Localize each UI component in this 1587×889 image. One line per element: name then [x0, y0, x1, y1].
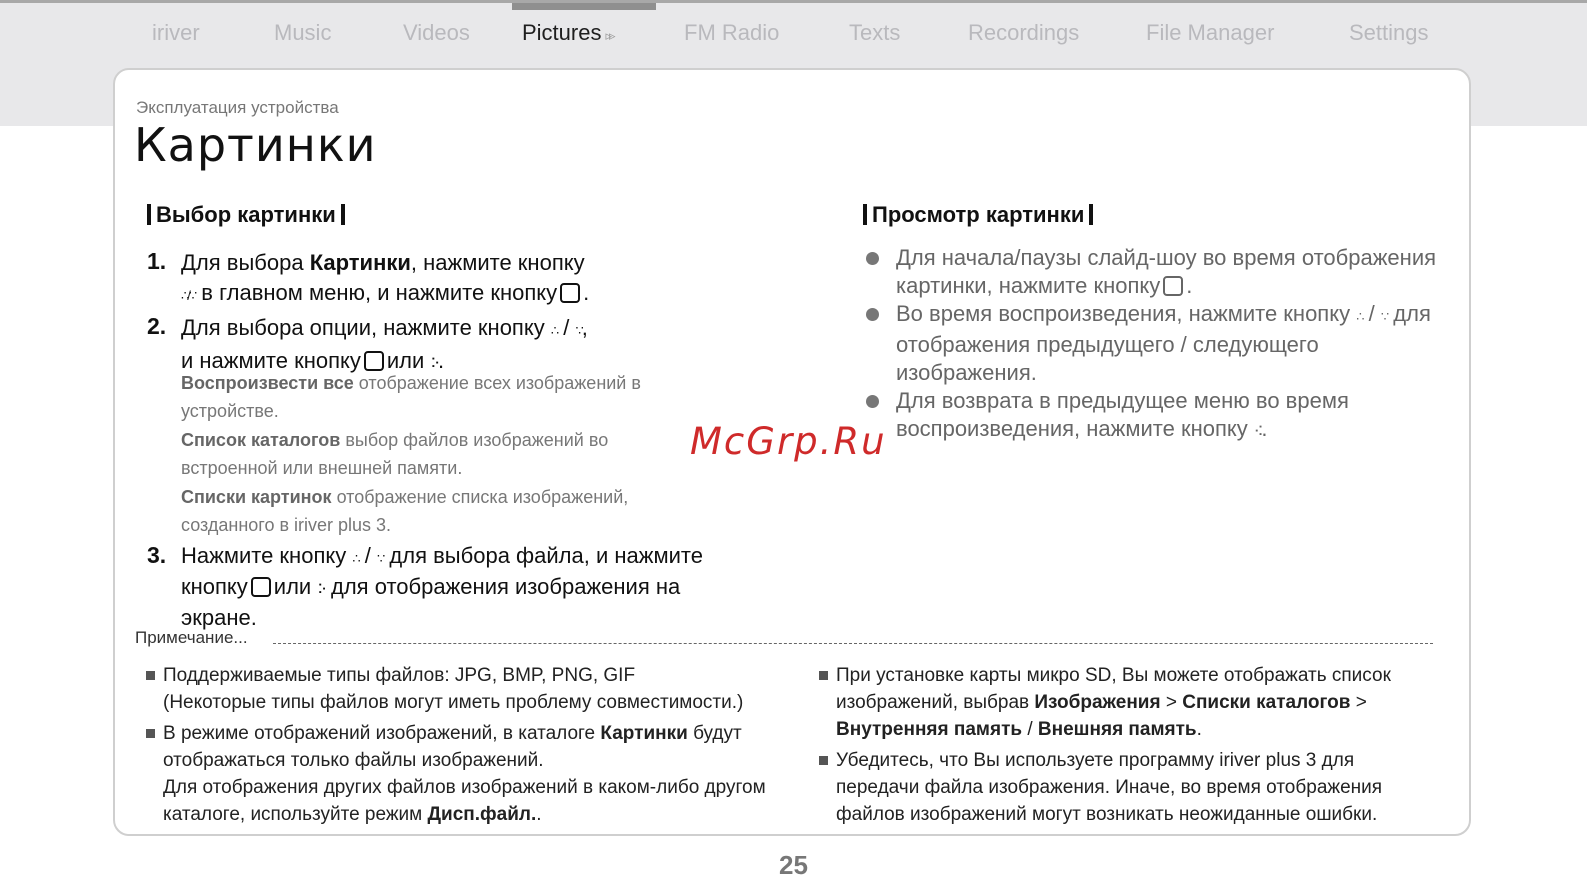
- note-right-2-a: Убедитесь, что Вы используете программу iriver plus 3 для передачи файла изображения. Иначе, во время отображения файлов изображений могут возникать неожиданные ошибки.: [836, 750, 1383, 825]
- active-tab-indicator: [512, 3, 656, 10]
- list-item: [819, 747, 1429, 828]
- option-desc: выбор файлов изображений во встроенной или внешней памяти.: [181, 430, 609, 478]
- right-icon: ⠕: [430, 356, 438, 371]
- slash-separator: /: [1368, 301, 1375, 326]
- nav-item-music[interactable]: Music: [274, 20, 332, 45]
- note-right-1-bold-3: Внутренняя память: [836, 719, 1023, 740]
- slash-separator: /: [563, 315, 570, 340]
- back-icon: ⠪: [1253, 424, 1262, 439]
- right-icon: ⠕: [317, 582, 325, 597]
- down-icon: ∵: [1380, 309, 1388, 324]
- note-bullet: [819, 671, 828, 680]
- list-item: [146, 720, 786, 828]
- nav-item-pictures[interactable]: [522, 20, 613, 46]
- step-1-text-c: , нажмите кнопку: [410, 250, 585, 275]
- list-item: [866, 387, 1456, 446]
- note-left-2-c: будут отображаться только файлы изображений.: [163, 723, 742, 771]
- list-item: [146, 662, 786, 716]
- step-3-text-d: или: [273, 574, 312, 599]
- down-icon: ∵: [377, 551, 384, 566]
- section-heading-select: [142, 202, 350, 228]
- step-2-text-a: Для выбора опции, нажмите кнопку: [181, 315, 545, 340]
- next-arrow-icon: ▹▹: [605, 28, 613, 43]
- note-bullet: [146, 729, 155, 738]
- heading-bar: [863, 204, 867, 225]
- watermark: McGrp.Ru: [690, 420, 887, 463]
- step-1-text-e: .: [583, 280, 590, 305]
- option-name: Воспроизвести все: [181, 373, 354, 393]
- list-item: [866, 300, 1456, 387]
- step-1-text-a: Для выбора: [181, 250, 310, 275]
- note-label: Примечание...: [135, 628, 248, 647]
- note-right-1-end: .: [1196, 719, 1202, 740]
- notes-left: [146, 662, 786, 832]
- step-2-text-b: ,: [581, 315, 588, 340]
- nav-item-recordings[interactable]: Recordings: [968, 20, 1080, 45]
- nav-item-texts[interactable]: Texts: [849, 20, 901, 45]
- bullet-dot: [866, 395, 879, 408]
- step-text: [181, 542, 751, 632]
- breadcrumb: Эксплуатация устройства: [136, 98, 339, 117]
- note-divider: [273, 643, 1433, 644]
- note-left-2-a: В режиме отображений изображений, в каталоге: [163, 723, 601, 744]
- list-item: [819, 662, 1429, 743]
- option-name: Список каталогов: [181, 430, 341, 450]
- nav-item-file-manager[interactable]: File Manager: [1146, 20, 1275, 45]
- step-text: [181, 248, 751, 311]
- up-icon: ∴: [550, 323, 558, 338]
- note-left-2-bold-2: Дисп.файл.: [427, 804, 537, 825]
- select-button-icon: [251, 577, 271, 597]
- nav-item-settings[interactable]: Settings: [1349, 20, 1429, 45]
- page-number: 25: [779, 850, 808, 880]
- notes-right: [819, 662, 1429, 832]
- step-2-text-c: и нажмите кнопку: [181, 348, 361, 373]
- note-left-2-d: Для отображения других файлов изображений в каком-либо другом каталоге, используйте режим: [163, 777, 766, 825]
- nav-item-pictures-label: Pictures: [522, 20, 602, 45]
- up-down-icon: ∴/∵: [181, 288, 196, 303]
- step-3-text-a: Нажмите кнопку: [181, 543, 347, 568]
- up-icon: ∴: [1356, 309, 1363, 324]
- note-left-1-a: Поддерживаемые типы файлов: JPG, BMP, PNG, GIF: [163, 665, 636, 686]
- nav-item-fm-radio[interactable]: FM Radio: [684, 20, 780, 45]
- nav-item-iriver[interactable]: iriver: [152, 20, 200, 45]
- step-number: 3.: [147, 542, 167, 568]
- option-desc: отображение всех изображений в устройстве.: [181, 373, 641, 421]
- heading-bar: [147, 204, 151, 225]
- note-left-2-bold: Картинки: [600, 723, 688, 744]
- step-3-text-e: для отображения изображения на экране.: [181, 574, 681, 630]
- note-right-1-bold-1: Изображения: [1034, 692, 1161, 713]
- option-picture-lists: [181, 483, 701, 539]
- note-left-1-b: (Некоторые типы файлов могут иметь проблему совместимости.): [163, 692, 744, 713]
- bullet-3-text: Для возврата в предыдущее меню во время воспроизведения, нажмите кнопку: [896, 388, 1349, 441]
- step-number: 2.: [147, 313, 167, 339]
- step-3-text-b: для выбора файла, и нажмите: [389, 543, 703, 568]
- main-nav: [0, 20, 1587, 54]
- note-bullet: [146, 671, 155, 680]
- note-right-1-a: При установке карты микро SD, Вы можете отображать список изображений, выбрав: [836, 665, 1391, 713]
- bullet-1-text: Для начала/паузы слайд-шоу во время отображения картинки, нажмите кнопку: [896, 245, 1437, 298]
- view-bullets: [866, 244, 1456, 446]
- section-heading-view-text: Просмотр картинки: [872, 202, 1085, 227]
- bullet-2-text: Во время воспроизведения, нажмите кнопку: [896, 301, 1351, 326]
- note-right-1-bold-2: Списки каталогов: [1182, 692, 1351, 713]
- section-heading-select-text: Выбор картинки: [156, 202, 336, 227]
- section-heading-view: [858, 202, 1098, 228]
- bullet-2-end: для отображения предыдущего / следующего изображения.: [896, 301, 1431, 385]
- note-right-1-bold-4: Внешняя память: [1037, 719, 1197, 740]
- note-right-1-sep-1: >: [1160, 692, 1183, 713]
- note-right-1-sep-2: >: [1350, 692, 1367, 713]
- up-icon: ∴: [352, 551, 359, 566]
- heading-bar: [341, 204, 345, 225]
- option-desc: отображение списка изображений, созданного в iriver plus 3.: [181, 487, 629, 535]
- page-title: Картинки: [134, 118, 377, 172]
- slash-separator: /: [364, 543, 371, 568]
- bullet-dot: [866, 308, 879, 321]
- bullet-3-end: .: [1261, 416, 1268, 441]
- select-button-icon: [364, 351, 384, 371]
- step-1-text-d: в главном меню, и нажмите кнопку: [201, 280, 558, 305]
- bullet-dot: [866, 252, 879, 265]
- down-icon: ∵: [575, 323, 582, 338]
- note-bullet: [819, 756, 828, 765]
- heading-bar: [1089, 204, 1093, 225]
- select-button-icon: [1163, 276, 1183, 296]
- nav-item-videos[interactable]: Videos: [403, 20, 470, 45]
- step-3-text-c: кнопку: [181, 574, 248, 599]
- step-2-text-e: .: [437, 348, 445, 373]
- option-folder-list: [181, 426, 701, 482]
- bullet-1-end: .: [1186, 273, 1193, 298]
- note-right-1-sep-3: /: [1022, 719, 1038, 740]
- step-number: 1.: [147, 248, 167, 274]
- step-2-text-d: или: [386, 348, 425, 373]
- option-name: Списки картинок: [181, 487, 332, 507]
- option-play-all: [181, 369, 701, 425]
- step-1-bold: Картинки: [309, 250, 411, 275]
- select-button-icon: [560, 283, 580, 303]
- note-left-2-f: .: [536, 804, 542, 825]
- list-item: [866, 244, 1456, 300]
